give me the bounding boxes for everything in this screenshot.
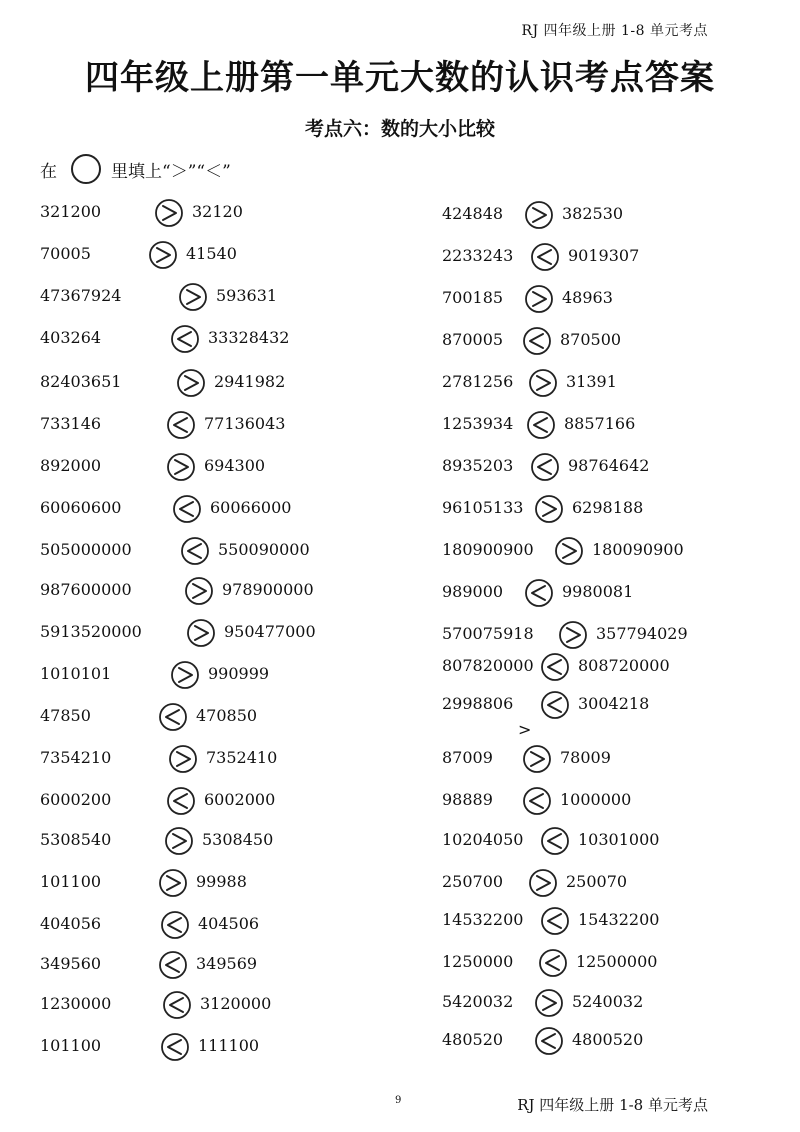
greater-than-circle-icon — [158, 868, 188, 898]
greater-than-circle-icon — [528, 368, 558, 398]
right-number: 5240032 — [572, 992, 644, 1011]
comparison-row — [442, 620, 772, 650]
greater-than-circle-icon — [170, 660, 200, 690]
left-number: 733146 — [40, 414, 102, 433]
less-than-circle-icon — [172, 494, 202, 524]
greater-than-circle-icon — [166, 452, 196, 482]
comparison-row — [442, 452, 772, 482]
right-number: 2941982 — [214, 372, 286, 391]
comparison-row — [442, 826, 772, 856]
less-than-circle-icon — [522, 326, 552, 356]
comparison-row — [442, 410, 772, 440]
right-number: 357794029 — [596, 624, 688, 643]
left-number: 987600000 — [40, 580, 132, 599]
right-number: 31391 — [566, 372, 617, 391]
less-than-circle-icon — [526, 410, 556, 440]
less-than-circle-icon — [166, 786, 196, 816]
comparison-row — [442, 284, 772, 314]
comparison-row — [40, 702, 370, 732]
comparison-row — [40, 410, 370, 440]
left-number: 505000000 — [40, 540, 132, 559]
stray-mark: > — [518, 720, 532, 739]
right-number: 78009 — [560, 748, 611, 767]
instruction-before: 在 — [40, 161, 57, 182]
right-number: 808720000 — [578, 656, 670, 675]
greater-than-circle-icon — [534, 494, 564, 524]
comparison-row — [40, 826, 370, 856]
right-number: 250070 — [566, 872, 628, 891]
comparison-row — [442, 690, 772, 720]
less-than-circle-icon — [522, 786, 552, 816]
right-number: 470850 — [196, 706, 258, 725]
left-number: 480520 — [442, 1030, 504, 1049]
running-header: RJ 四年级上册 1-8 单元考点 — [521, 23, 708, 39]
comparison-row — [40, 576, 370, 606]
left-number: 2781256 — [442, 372, 514, 391]
less-than-circle-icon — [540, 906, 570, 936]
greater-than-circle-icon — [168, 744, 198, 774]
less-than-circle-icon — [180, 536, 210, 566]
comparison-row — [442, 988, 772, 1018]
left-number: 180900900 — [442, 540, 534, 559]
less-than-circle-icon — [160, 910, 190, 940]
right-number: 48963 — [562, 288, 613, 307]
comparison-row — [442, 494, 772, 524]
comparison-row — [40, 990, 370, 1020]
comparison-row — [40, 660, 370, 690]
greater-than-circle-icon — [164, 826, 194, 856]
right-number: 6002000 — [204, 790, 276, 809]
comparison-row — [40, 1032, 370, 1062]
page-title: 四年级上册第一单元大数的认识考点答案 — [85, 58, 715, 98]
instruction-line — [40, 154, 231, 184]
left-number: 5308540 — [40, 830, 112, 849]
instruction-after: 里填上“＞”“＜” — [111, 161, 231, 182]
greater-than-circle-icon — [154, 198, 184, 228]
comparison-row — [442, 868, 772, 898]
right-number: 1000000 — [560, 790, 632, 809]
greater-than-circle-icon — [554, 536, 584, 566]
right-number: 180090900 — [592, 540, 684, 559]
right-number: 5308450 — [202, 830, 274, 849]
comparison-row — [442, 1026, 772, 1056]
right-number: 32120 — [192, 202, 243, 221]
left-number: 98889 — [442, 790, 493, 809]
greater-than-circle-icon — [558, 620, 588, 650]
less-than-circle-icon — [540, 652, 570, 682]
left-number: 892000 — [40, 456, 102, 475]
left-number: 70005 — [40, 244, 91, 263]
comparison-row — [442, 536, 772, 566]
right-number: 978900000 — [222, 580, 314, 599]
comparison-row — [442, 652, 772, 682]
left-number: 6000200 — [40, 790, 112, 809]
left-number: 1230000 — [40, 994, 112, 1013]
left-number: 404056 — [40, 914, 102, 933]
comparison-row — [40, 494, 370, 524]
right-number: 15432200 — [578, 910, 660, 929]
right-number: 870500 — [560, 330, 622, 349]
left-number: 8935203 — [442, 456, 514, 475]
blank-circle-icon — [71, 154, 101, 184]
comparison-row — [442, 786, 772, 816]
left-number: 101100 — [40, 872, 102, 891]
right-number: 98764642 — [568, 456, 650, 475]
left-number: 10204050 — [442, 830, 524, 849]
left-number: 87009 — [442, 748, 493, 767]
left-number: 2998806 — [442, 694, 514, 713]
left-number: 1253934 — [442, 414, 514, 433]
comparison-row — [442, 948, 772, 978]
comparison-row — [442, 368, 772, 398]
comparison-row — [40, 282, 370, 312]
right-number: 6298188 — [572, 498, 644, 517]
less-than-circle-icon — [166, 410, 196, 440]
less-than-circle-icon — [158, 702, 188, 732]
right-number: 10301000 — [578, 830, 660, 849]
left-number: 47367924 — [40, 286, 122, 305]
left-number: 96105133 — [442, 498, 524, 517]
left-number: 2233243 — [442, 246, 514, 265]
comparison-row — [442, 906, 772, 936]
comparison-row — [40, 618, 370, 648]
less-than-circle-icon — [170, 324, 200, 354]
greater-than-circle-icon — [178, 282, 208, 312]
greater-than-circle-icon — [524, 200, 554, 230]
comparison-row — [40, 868, 370, 898]
right-number: 41540 — [186, 244, 237, 263]
left-number: 7354210 — [40, 748, 112, 767]
less-than-circle-icon — [540, 690, 570, 720]
comparison-row — [40, 240, 370, 270]
comparison-row — [442, 242, 772, 272]
greater-than-circle-icon — [148, 240, 178, 270]
right-number: 349569 — [196, 954, 258, 973]
less-than-circle-icon — [538, 948, 568, 978]
comparison-row — [40, 452, 370, 482]
left-number: 700185 — [442, 288, 504, 307]
less-than-circle-icon — [530, 242, 560, 272]
right-number: 77136043 — [204, 414, 286, 433]
less-than-circle-icon — [162, 990, 192, 1020]
left-number: 101100 — [40, 1036, 102, 1055]
less-than-circle-icon — [534, 1026, 564, 1056]
greater-than-circle-icon — [184, 576, 214, 606]
left-number: 570075918 — [442, 624, 534, 643]
right-number: 593631 — [216, 286, 278, 305]
right-number: 8857166 — [564, 414, 636, 433]
comparison-row — [40, 950, 370, 980]
right-number: 550090000 — [218, 540, 310, 559]
comparison-row — [40, 324, 370, 354]
greater-than-circle-icon — [534, 988, 564, 1018]
left-number: 250700 — [442, 872, 504, 891]
comparison-row — [40, 536, 370, 566]
right-number: 111100 — [198, 1036, 260, 1055]
left-number: 403264 — [40, 328, 102, 347]
left-number: 14532200 — [442, 910, 524, 929]
left-number: 870005 — [442, 330, 504, 349]
left-number: 321200 — [40, 202, 102, 221]
right-number: 12500000 — [576, 952, 658, 971]
comparison-row — [40, 786, 370, 816]
comparison-row — [442, 578, 772, 608]
less-than-circle-icon — [524, 578, 554, 608]
comparison-row — [442, 200, 772, 230]
greater-than-circle-icon — [186, 618, 216, 648]
left-number: 47850 — [40, 706, 91, 725]
left-number: 1250000 — [442, 952, 514, 971]
right-number: 694300 — [204, 456, 266, 475]
comparison-row — [40, 198, 370, 228]
right-number: 382530 — [562, 204, 624, 223]
less-than-circle-icon — [158, 950, 188, 980]
less-than-circle-icon — [540, 826, 570, 856]
left-number: 989000 — [442, 582, 504, 601]
comparison-row — [40, 744, 370, 774]
greater-than-circle-icon — [524, 284, 554, 314]
less-than-circle-icon — [530, 452, 560, 482]
right-number: 950477000 — [224, 622, 316, 641]
right-number: 9980081 — [562, 582, 634, 601]
less-than-circle-icon — [160, 1032, 190, 1062]
comparison-row — [442, 744, 772, 774]
running-footer: RJ 四年级上册 1-8 单元考点 — [517, 1096, 708, 1114]
left-number: 5420032 — [442, 992, 514, 1011]
comparison-row — [40, 910, 370, 940]
comparison-row — [40, 368, 370, 398]
left-number: 424848 — [442, 204, 504, 223]
section-subtitle: 考点六：数的大小比较 — [304, 118, 495, 140]
right-number: 990999 — [208, 664, 270, 683]
left-number: 1010101 — [40, 664, 112, 683]
left-number: 82403651 — [40, 372, 122, 391]
greater-than-circle-icon — [528, 868, 558, 898]
right-number: 99988 — [196, 872, 247, 891]
greater-than-circle-icon — [522, 744, 552, 774]
right-number: 9019307 — [568, 246, 640, 265]
right-number: 4800520 — [572, 1030, 644, 1049]
right-number: 404506 — [198, 914, 260, 933]
page-number: 9 — [395, 1095, 402, 1106]
left-number: 5913520000 — [40, 622, 142, 641]
right-number: 3120000 — [200, 994, 272, 1013]
left-number: 349560 — [40, 954, 102, 973]
comparison-row — [442, 326, 772, 356]
left-number: 807820000 — [442, 656, 534, 675]
greater-than-circle-icon — [176, 368, 206, 398]
right-number: 3004218 — [578, 694, 650, 713]
right-number: 33328432 — [208, 328, 290, 347]
left-number: 60060600 — [40, 498, 122, 517]
right-number: 7352410 — [206, 748, 278, 767]
right-number: 60066000 — [210, 498, 292, 517]
